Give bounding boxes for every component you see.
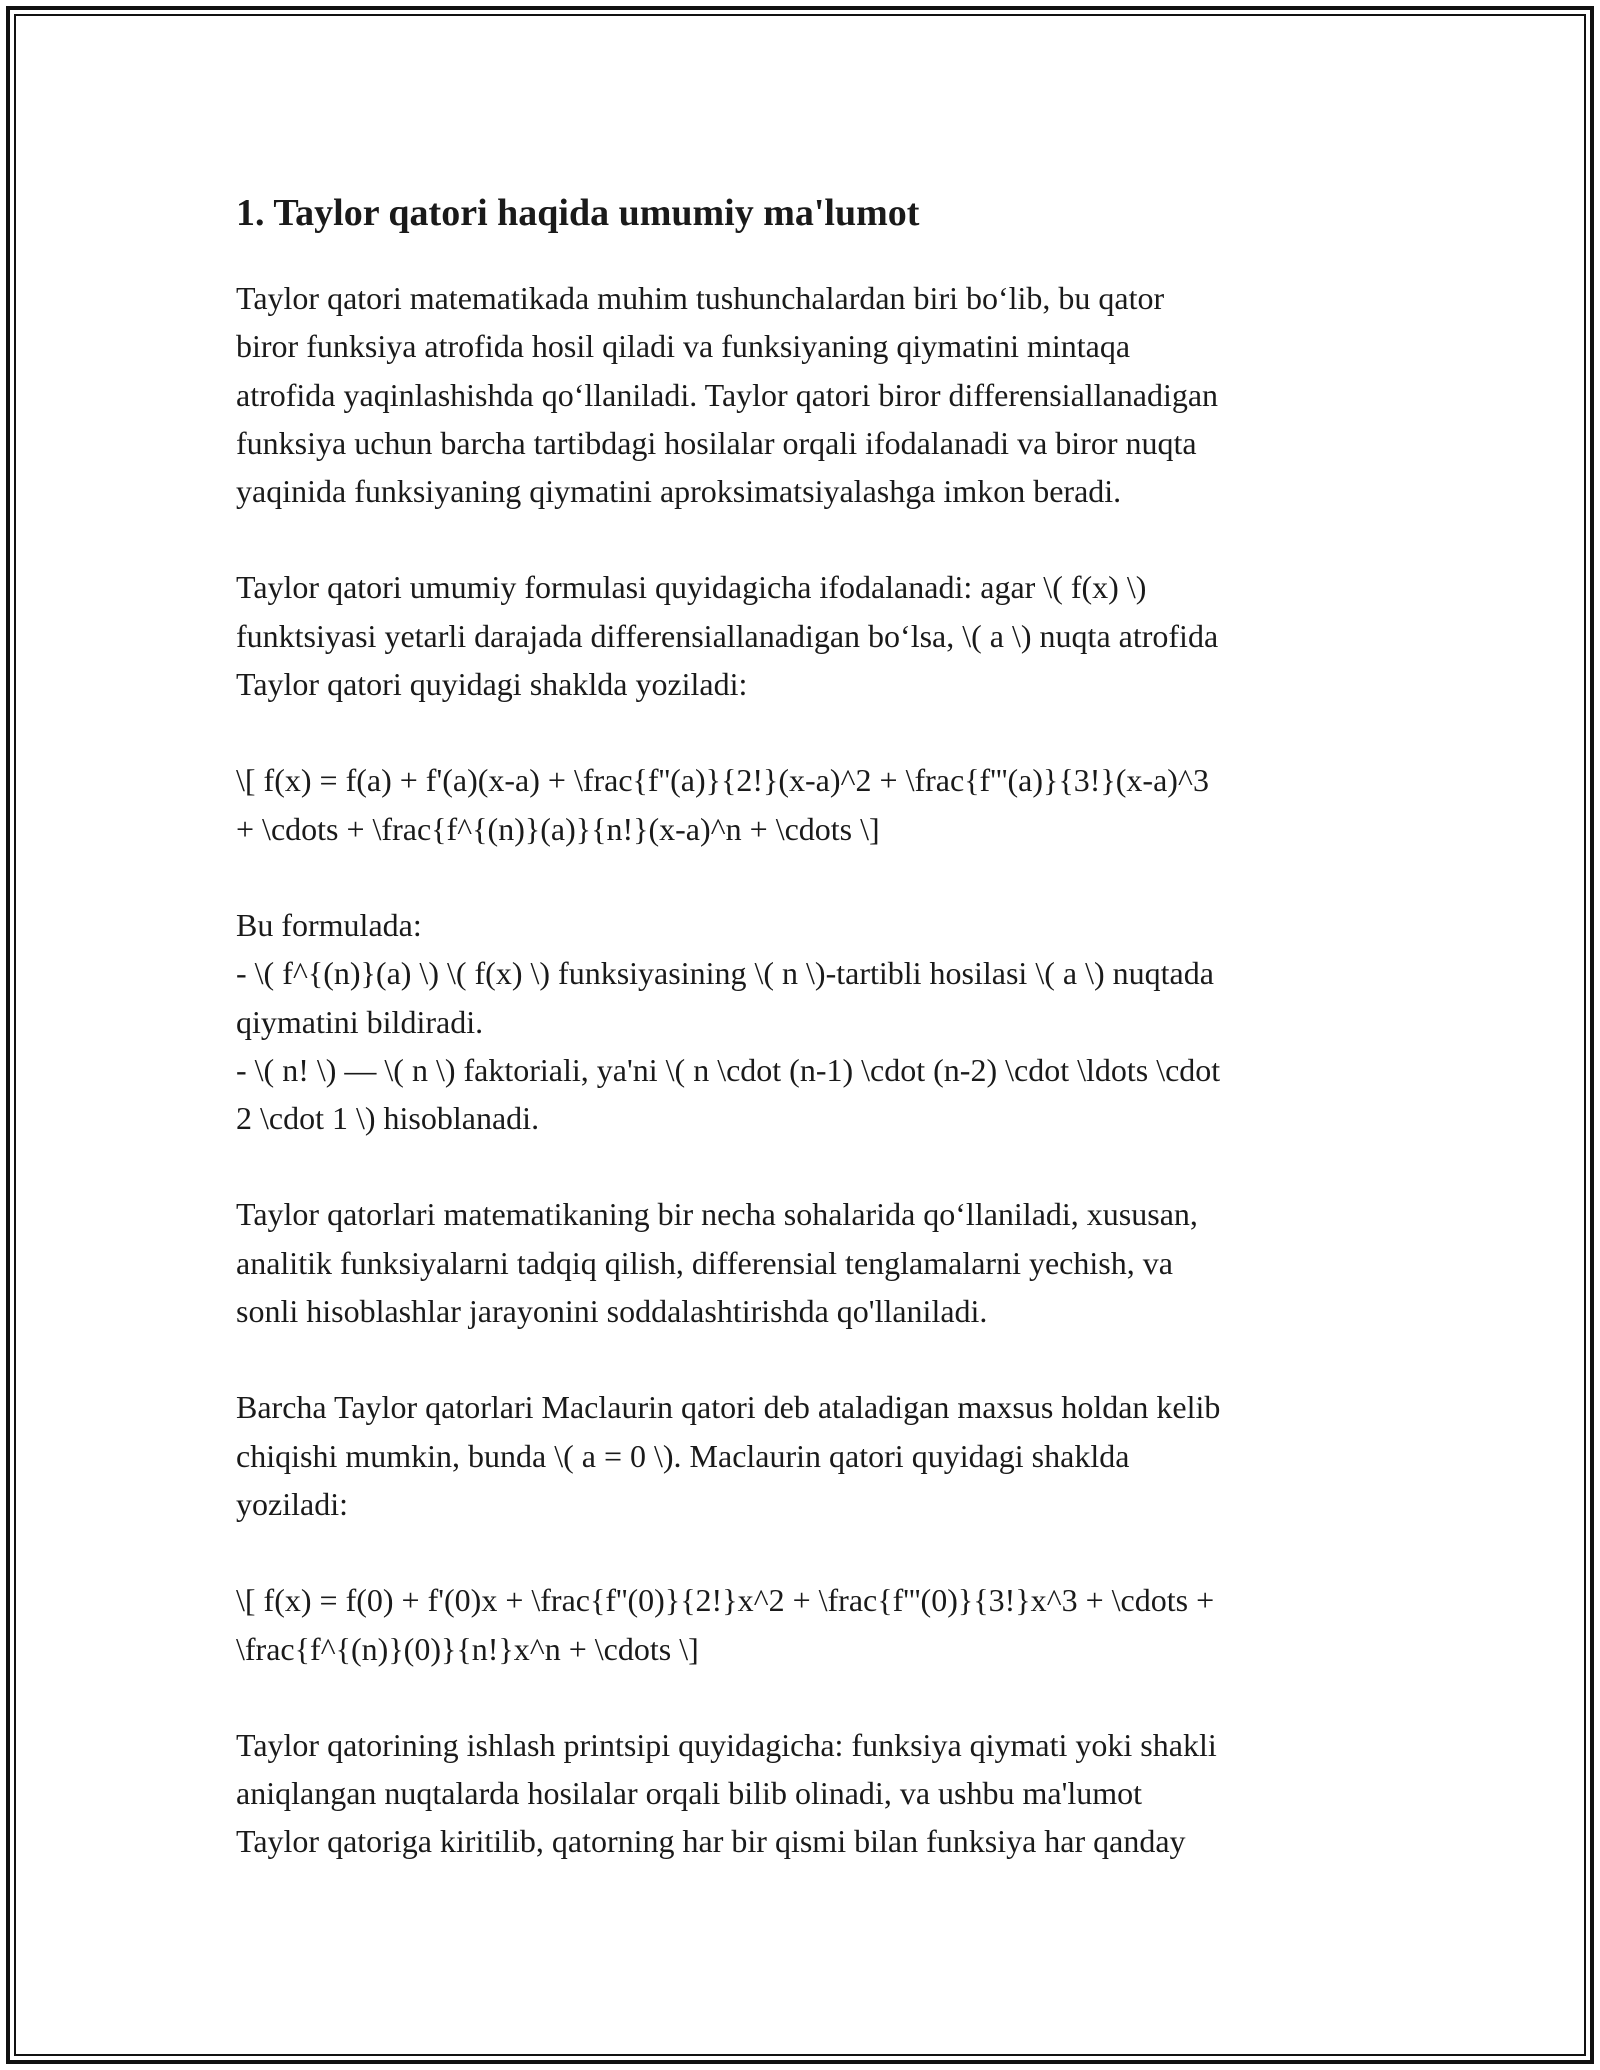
formula-maclaurin xyxy=(236,1576,1376,1673)
text-line: qiymatini bildiradi. xyxy=(236,1003,484,1040)
paragraph-maclaurin xyxy=(236,1383,1376,1528)
text-line: Taylor qatori umumiy formulasi quyidagicha ifodalanadi: agar \( f(x) \) xyxy=(236,569,1147,606)
text-line: yoziladi: xyxy=(236,1485,348,1522)
text-line: Bu formulada: xyxy=(236,906,422,943)
text-line: 2 \cdot 1 \) hisoblanadi. xyxy=(236,1100,540,1137)
text-line: aniqlangan nuqtalarda hosilalar orqali bilib olinadi, va ushbu ma'lumot xyxy=(236,1775,1142,1812)
text-line: Taylor qatori quyidagi shaklda yoziladi: xyxy=(236,666,748,703)
text-line: atrofida yaqinlashishda qo‘llaniladi. Taylor qatori biror differensiallanadigan xyxy=(236,376,1219,413)
text-line: \frac{f^{(n)}(0)}{n!}x^n + \cdots \] xyxy=(236,1630,699,1667)
formula-taylor xyxy=(236,756,1376,853)
text-line: + \cdots + \frac{f^{(n)}(a)}{n!}(x-a)^n + \cdots \] xyxy=(236,810,880,847)
text-line: chiqishi mumkin, bunda \( a = 0 \). Maclaurin qatori quyidagi shaklda xyxy=(236,1437,1130,1474)
document-body xyxy=(236,186,1376,1914)
text-line: Taylor qatorlari matematikaning bir necha sohalarida qo‘llaniladi, xususan, xyxy=(236,1196,1198,1233)
text-line: Barcha Taylor qatorlari Maclaurin qatori deb ataladigan maxsus holdan kelib xyxy=(236,1389,1221,1426)
text-line: funksiya uchun barcha tartibdagi hosilalar orqali ifodalanadi va biror nuqta xyxy=(236,424,1197,461)
text-line: \[ f(x) = f(0) + f'(0)x + \frac{f''(0)}{2!}x^2 + \frac{f'''(0)}{3!}x^3 + \cdots + xyxy=(236,1582,1215,1619)
text-line: - \( f^{(n)}(a) \) \( f(x) \) funksiyasining \( n \)-tartibli hosilasi \( a \) nuqtada xyxy=(236,955,1214,992)
text-line: Taylor qatorining ishlash printsipi quyidagicha: funksiya qiymati yoki shakli xyxy=(236,1726,1217,1763)
paragraph-intro xyxy=(236,274,1376,515)
text-line: \[ f(x) = f(a) + f'(a)(x-a) + \frac{f''(a)}{2!}(x-a)^2 + \frac{f'''(a)}{3!}(x-a)^3 xyxy=(236,762,1209,799)
text-line: - \( n! \) — \( n \) faktoriali, ya'ni \( n \cdot (n-1) \cdot (n-2) \cdot \ldots \cdot xyxy=(236,1051,1221,1088)
text-line: analitik funksiyalarni tadqiq qilish, differensial tenglamalarni yechish, va xyxy=(236,1244,1173,1281)
text-line: Taylor qatoriga kiritilib, qatorning har bir qismi bilan funksiya har qanday xyxy=(236,1823,1186,1860)
paragraph-general-formula xyxy=(236,563,1376,708)
text-line: Taylor qatori matematikada muhim tushunchalardan biri bo‘lib, bu qator xyxy=(236,280,1165,316)
paragraph-principle xyxy=(236,1721,1376,1866)
text-line: biror funksiya atrofida hosil qiladi va funksiyaning qiymatini mintaqa xyxy=(236,328,1131,365)
text-line: sonli hisoblashlar jarayonini soddalashtirishda qo'llaniladi. xyxy=(236,1293,988,1330)
text-line: yaqinida funksiyaning qiymatini aproksimatsiyalashga imkon beradi. xyxy=(236,473,1122,510)
paragraph-applications xyxy=(236,1190,1376,1335)
text-line: funktsiyasi yetarli darajada differensiallanadigan bo‘lsa, \( a \) nuqta atrofida xyxy=(236,617,1219,654)
paragraph-formula-notes xyxy=(236,901,1376,1142)
section-heading: 1. Taylor qatori haqida umumiy ma'lumot xyxy=(236,192,920,234)
